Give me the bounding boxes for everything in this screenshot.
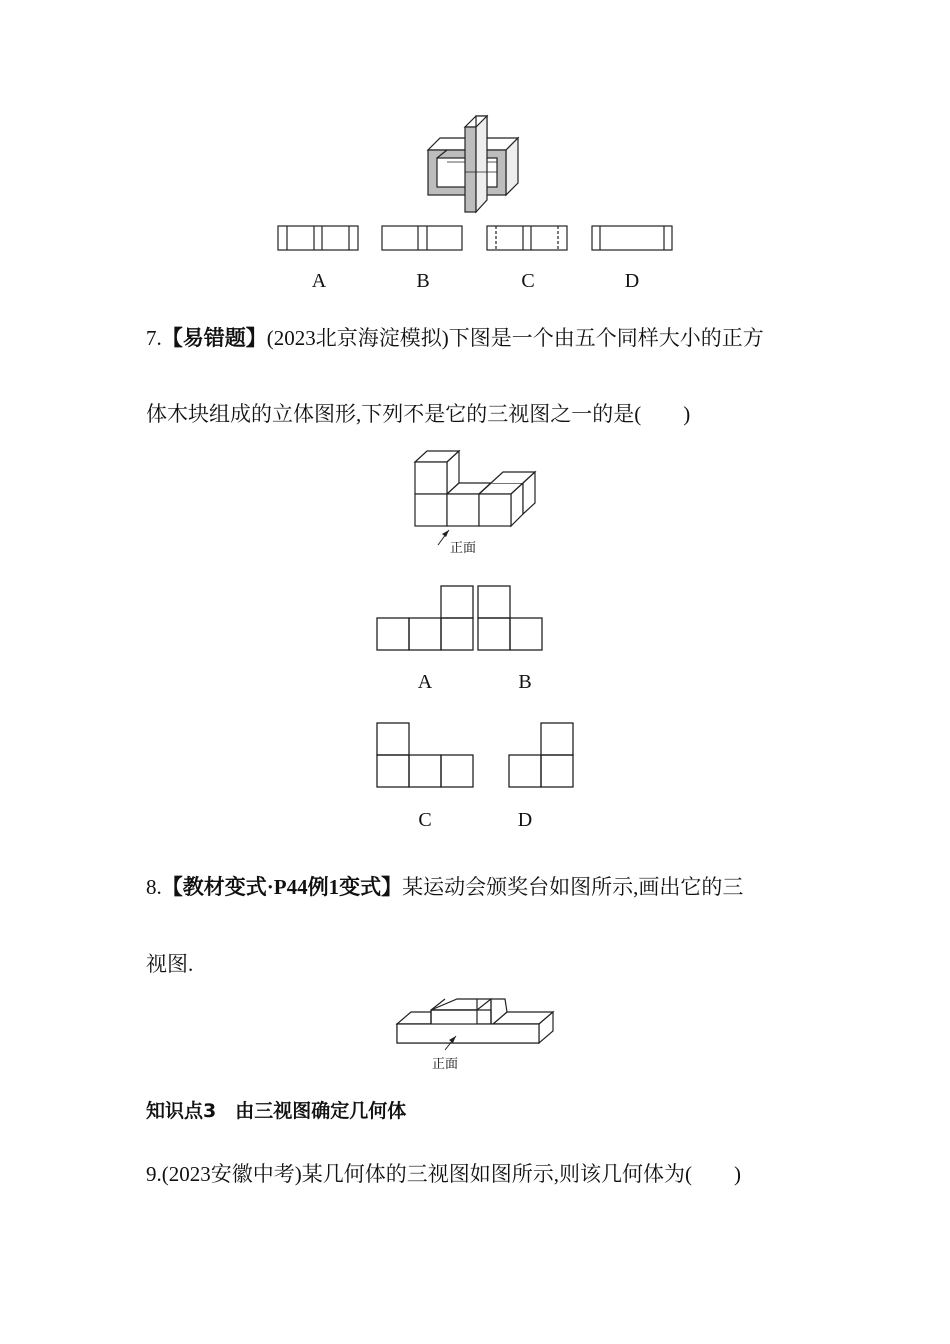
q8-text-1: 某运动会颁奖台如图所示,画出它的三: [402, 875, 744, 899]
q7-option-b-label: B: [518, 671, 532, 693]
q7-option-c-label: C: [418, 809, 432, 831]
section-heading: 知识点3 由三视图确定几何体: [146, 1100, 407, 1122]
q6-option-c-label: C: [521, 270, 535, 292]
q8-number: 8.: [146, 875, 162, 899]
q7-line-2: 体木块组成的立体图形,下列不是它的三视图之一的是( ): [146, 402, 691, 426]
q9-text: 9.(2023安徽中考)某几何体的三视图如图所示,则该几何体为( ): [146, 1162, 741, 1186]
q7-option-a-label: A: [417, 671, 433, 693]
q6-option-b-label: B: [416, 270, 430, 292]
q7-option-d-label: D: [517, 809, 533, 831]
q7-text-1: (2023北京海淀模拟)下图是一个由五个同样大小的正方: [266, 326, 764, 350]
q6-option-a-label: A: [311, 270, 327, 292]
q7-front-label: 正面: [450, 541, 477, 556]
q8-front-label: 正面: [432, 1057, 459, 1072]
q8-line-2: 视图.: [146, 952, 194, 976]
q7-tag: 【易错题】: [161, 326, 267, 350]
q7-number: 7.: [146, 326, 162, 350]
q8-tag: 【教材变式·P44例1变式】: [161, 875, 403, 899]
q6-option-d-label: D: [624, 270, 640, 292]
